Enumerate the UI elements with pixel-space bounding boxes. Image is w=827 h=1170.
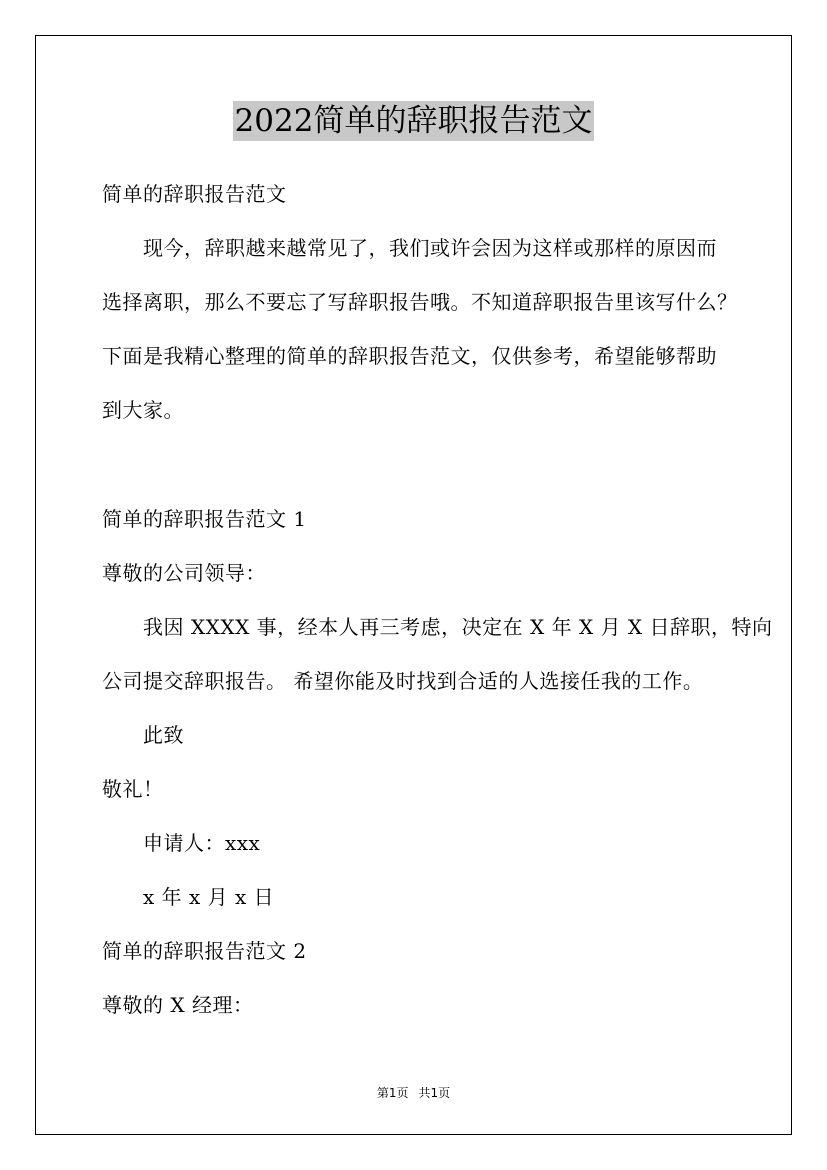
page-number-current: 第1页 (376, 1086, 409, 1100)
sample1-closing-2: 敬礼！ (102, 777, 164, 801)
intro-paragraph-line-3: 下面是我精心整理的简单的辞职报告范文，仅供参考，希望能够帮助 (102, 344, 717, 368)
sample2-salutation: 尊敬的 X 经理： (102, 993, 254, 1017)
sample1-salutation: 尊敬的公司领导： (102, 561, 266, 585)
sample1-body-line-2: 公司提交辞职报告。 希望你能及时找到合适的人选接任我的工作。 (102, 669, 704, 693)
sample1-date: x 年 x 月 x 日 (143, 885, 275, 909)
sample1-closing-1: 此致 (143, 723, 184, 747)
intro-paragraph-line-1: 现今，辞职越来越常见了，我们或许会因为这样或那样的原因而 (143, 236, 717, 260)
intro-paragraph-line-4: 到大家。 (102, 398, 184, 422)
sample1-heading: 简单的辞职报告范文 1 (102, 507, 307, 531)
document-title: 2022简单的辞职报告范文 (234, 103, 593, 139)
page-number-total: 共1页 (418, 1086, 451, 1100)
intro-paragraph-line-2: 选择离职，那么不要忘了写辞职报告哦。不知道辞职报告里该写什么？ (102, 290, 738, 314)
title-container (0, 101, 827, 141)
sample1-body-line-1: 我因 XXXX 事，经本人再三考虑，决定在 X 年 X 月 X 日辞职，特向 (143, 615, 773, 639)
sample2-heading: 简单的辞职报告范文 2 (102, 939, 307, 963)
sample1-applicant: 申请人：xxx (143, 831, 261, 855)
intro-heading: 简单的辞职报告范文 (102, 182, 287, 206)
page-footer (0, 1084, 827, 1101)
